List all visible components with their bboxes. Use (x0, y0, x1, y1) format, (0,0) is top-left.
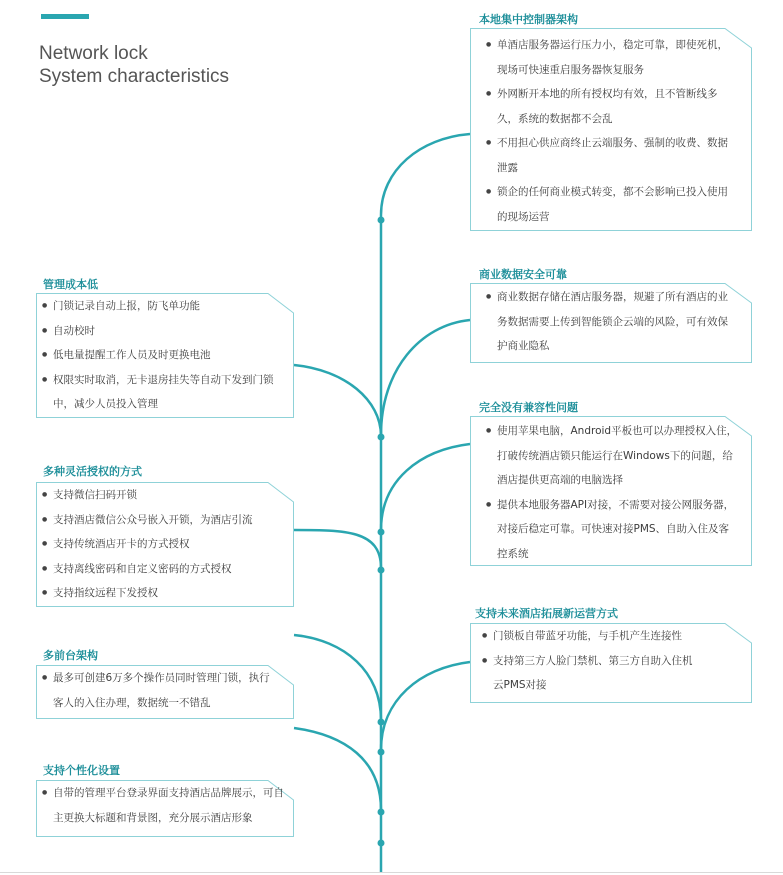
section-title: 本地集中控制器架构 (479, 13, 578, 26)
feature-box (470, 416, 752, 566)
list-item: ● 最多可创建6万多个操作员同时管理门锁，执行客人的入住办理，数据统一不错乱 (42, 666, 278, 715)
list-item: ● 提供本地服务器API对接，不需要对接公网服务器，对接后稳定可靠。可快速对接PMS、自助入住及客控系统 (486, 493, 738, 567)
feature-box (36, 780, 294, 837)
section-title: 支持未来酒店拓展新运营方式 (475, 607, 618, 620)
page-title-line1: Network lock (39, 43, 148, 64)
feature-box (470, 623, 752, 703)
list-item: ● 外网断开本地的所有授权均有效，且不管断线多久，系统的数据都不会乱 (486, 82, 732, 131)
section-title: 完全没有兼容性问题 (479, 401, 578, 414)
list-item: ● 不用担心供应商终止云端服务、强制的收费、数据泄露 (486, 131, 732, 180)
list-item: ● 锁企的任何商业模式转变，都不会影响已投入使用的现场运营 (486, 180, 732, 229)
list-item: ● 支持指纹远程下发授权 (42, 581, 282, 606)
bottom-divider (0, 872, 783, 873)
section-title: 多前台架构 (43, 649, 98, 662)
list-item: ● 支持离线密码和自定义密码的方式授权 (42, 557, 282, 582)
feature-box (470, 28, 752, 231)
list-item: ● 门锁记录自动上报，防飞单功能 (42, 294, 282, 319)
feature-box (36, 482, 294, 607)
list-item: ● 低电量提醒工作人员及时更换电池 (42, 343, 282, 368)
list-item: ● 商业数据存储在酒店服务器，规避了所有酒店的业务数据需要上传到智能锁企云端的风险，可有效保护商业隐私 (486, 285, 728, 359)
list-item: ● 自带的管理平台登录界面支持酒店品牌展示，可自主更换大标题和背景图，充分展示酒店形象 (42, 781, 288, 830)
list-item: ● 权限实时取消，无卡退房挂失等自动下发到门锁中，减少人员投入管理 (42, 368, 282, 417)
list-item: ● 自动校时 (42, 319, 282, 344)
list-item: ● 支持第三方人脸门禁机、第三方自助入住机云PMS对接 (482, 649, 702, 698)
list-item: ● 支持传统酒店开卡的方式授权 (42, 532, 282, 557)
list-item: ● 支持酒店微信公众号嵌入开锁，为酒店引流 (42, 508, 282, 533)
feature-box (36, 293, 294, 418)
section-title: 多种灵活授权的方式 (43, 465, 142, 478)
list-item: ● 使用苹果电脑，Android平板也可以办理授权入住，打破传统酒店锁只能运行在Windows下的问题，给酒店提供更高端的电脑选择 (486, 419, 738, 493)
feature-box (36, 665, 294, 719)
list-item: ● 门锁板自带蓝牙功能，与手机产生连接性 (482, 624, 702, 649)
section-title: 支持个性化设置 (43, 764, 120, 777)
list-item: ● 单酒店服务器运行压力小，稳定可靠，即使死机，现场可快速重启服务器恢复服务 (486, 33, 732, 82)
list-item: ● 支持微信扫码开锁 (42, 483, 282, 508)
section-title: 管理成本低 (43, 278, 98, 291)
feature-box (470, 283, 752, 363)
section-title: 商业数据安全可靠 (479, 268, 567, 281)
page-title-line2: System characteristics (39, 66, 230, 87)
